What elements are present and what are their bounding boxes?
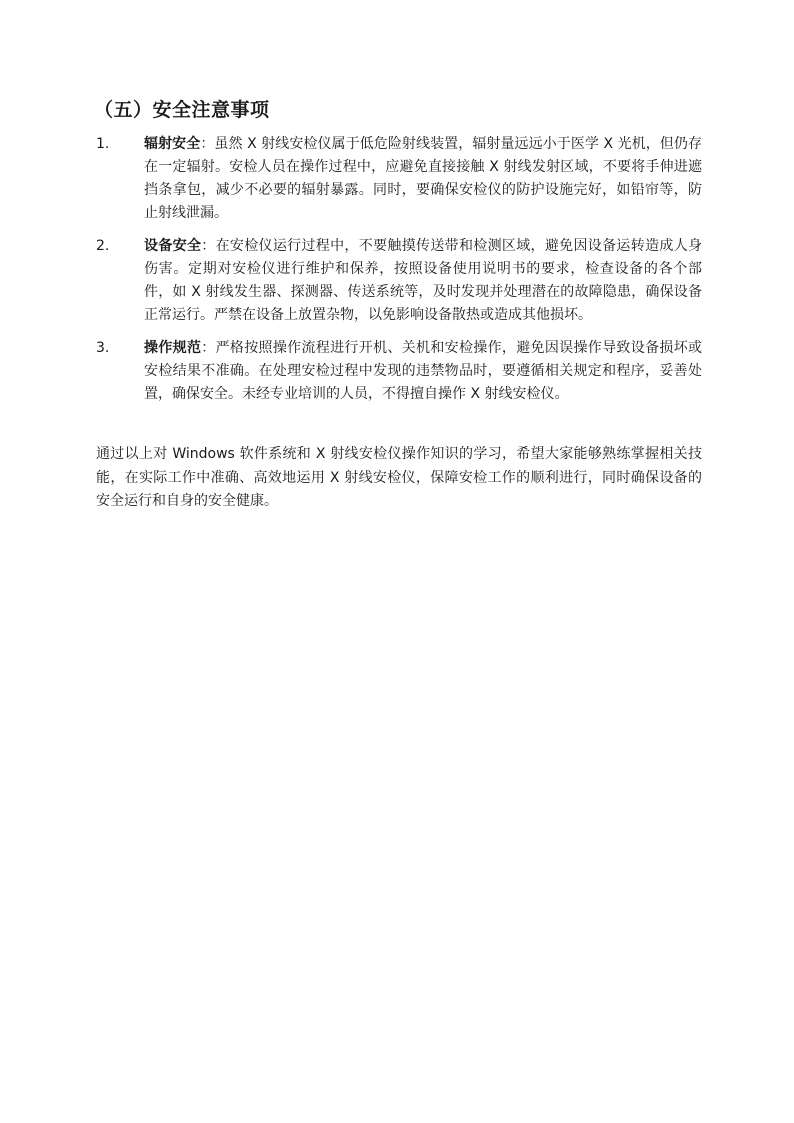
list-item-operation-rules bbox=[96, 337, 702, 406]
list-item-colon: ： bbox=[201, 340, 216, 356]
list-item-colon: ： bbox=[201, 238, 216, 254]
list-item-heading: 设备安全 bbox=[144, 238, 202, 254]
conclusion-paragraph: 通过以上对 Windows 软件系统和 X 射线安检仪操作知识的学习，希望大家能够熟练掌握相关技能，在实际工作中准确、高效地运用 X 射线安检仪，保障安检工作的顺利进行，同时确保设备的安全运行和自身的安全健康。 bbox=[96, 446, 702, 509]
list-item-number: 3. bbox=[96, 340, 110, 356]
list-item-text: 严格按照操作流程进行开机、关机和安检操作，避免因误操作导致设备损坏或安检结果不准确。在处理安检过程中发现的违禁物品时，要遵循相关规定和程序，妥善处置，确保安全。未经专业培训的人员，不得擅自操作 X 射线安检仪。 bbox=[144, 340, 703, 402]
list-item-radiation-safety bbox=[96, 133, 702, 225]
safety-notes-list bbox=[96, 133, 702, 416]
section-title: （五）安全注意事项 bbox=[94, 99, 270, 121]
list-item-text: 虽然 X 射线安检仪属于低危险射线装置，辐射量远远小于医学 X 光机，但仍存在一定辐射。安检人员在操作过程中，应避免直接接触 X 射线发射区域，不要将手伸进遮挡条拿包，减少不必要的辐射暴露。同时，要确保安检仪的防护设施完好，如铅帘等，防止射线泄漏。 bbox=[144, 136, 703, 221]
list-item-text: 在安检仪运行过程中，不要触摸传送带和检测区域，避免因设备运转造成人身伤害。定期对安检仪进行维护和保养，按照设备使用说明书的要求，检查设备的各个部件，如 X 射线发生器、探测器、传送系统等，及时发现并处理潜在的故障隐患，确保设备正常运行。严禁在设备上放置杂物，以免影响设备散热或造成其他损坏。 bbox=[144, 238, 703, 323]
list-item-equipment-safety bbox=[96, 235, 702, 327]
list-item-number: 1. bbox=[96, 136, 110, 152]
list-item-number: 2. bbox=[96, 238, 110, 254]
list-item-heading: 辐射安全 bbox=[144, 136, 201, 152]
list-item-colon: ： bbox=[200, 136, 215, 152]
list-item-heading: 操作规范 bbox=[144, 340, 202, 356]
